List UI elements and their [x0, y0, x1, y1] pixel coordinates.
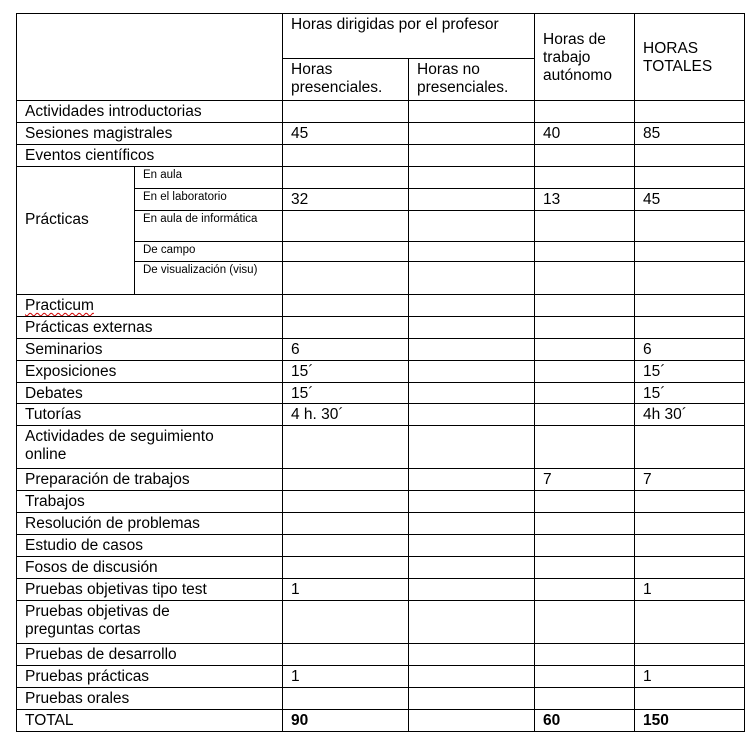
- row-label: Seminarios: [17, 339, 283, 361]
- cell-not-in-person: [409, 513, 535, 535]
- row-label: Actividades de seguimiento online: [17, 426, 283, 469]
- hours-table: [16, 13, 745, 732]
- cell-autonomous: 13: [535, 189, 635, 211]
- cell-total: [635, 688, 745, 710]
- cell-in-person: [283, 469, 409, 491]
- table-row: [17, 101, 745, 123]
- table-row: [17, 666, 745, 688]
- cell-autonomous: [535, 383, 635, 404]
- cell-autonomous: [535, 145, 635, 167]
- cell-not-in-person: [409, 579, 535, 601]
- table-row: [17, 317, 745, 339]
- cell-not-in-person: [409, 262, 535, 295]
- cell-total: 15´: [635, 361, 745, 383]
- row-label: Actividades introductorias: [17, 101, 283, 123]
- table-row: [17, 557, 745, 579]
- cell-total: [635, 535, 745, 557]
- cell-not-in-person: [409, 167, 535, 189]
- cell-autonomous: 7: [535, 469, 635, 491]
- row-label: Estudio de casos: [17, 535, 283, 557]
- row-label: Pruebas de desarrollo: [17, 644, 283, 666]
- cell-in-person: 6: [283, 339, 409, 361]
- cell-not-in-person: [409, 211, 535, 242]
- cell-total: 1: [635, 666, 745, 688]
- cell-autonomous: [535, 361, 635, 383]
- table-row: [17, 688, 745, 710]
- cell-autonomous: [535, 242, 635, 262]
- row-label: Preparación de trabajos: [17, 469, 283, 491]
- cell-total: 1: [635, 579, 745, 601]
- spellcheck-underlined-label: Practicum: [25, 297, 94, 314]
- total-label: TOTAL: [17, 710, 283, 732]
- subrow-label: En aula: [135, 167, 283, 189]
- table-row: [17, 579, 745, 601]
- cell-in-person: 32: [283, 189, 409, 211]
- cell-autonomous: [535, 101, 635, 123]
- cell-in-person: [283, 491, 409, 513]
- cell-not-in-person: [409, 295, 535, 317]
- cell-not-in-person: [409, 101, 535, 123]
- cell-not-in-person: [409, 145, 535, 167]
- cell-not-in-person: [409, 404, 535, 426]
- table-row: [17, 295, 745, 317]
- practicas-label: Prácticas: [17, 167, 135, 295]
- cell-total: 85: [635, 123, 745, 145]
- cell-not-in-person: [409, 469, 535, 491]
- row-label: Fosos de discusión: [17, 557, 283, 579]
- cell-not-in-person: [409, 123, 535, 145]
- cell-not-in-person: [409, 557, 535, 579]
- cell-autonomous: [535, 404, 635, 426]
- cell-in-person: 4 h. 30´: [283, 404, 409, 426]
- cell-autonomous: [535, 666, 635, 688]
- row-label: Debates: [17, 383, 283, 404]
- cell-not-in-person: [409, 688, 535, 710]
- table-row: [17, 535, 745, 557]
- cell-total: [635, 262, 745, 295]
- cell-in-person: [283, 688, 409, 710]
- subrow-label: De campo: [135, 242, 283, 262]
- cell-not-in-person: [409, 189, 535, 211]
- table-row: [17, 601, 745, 644]
- cell-not-in-person: [409, 317, 535, 339]
- table-row: [17, 167, 745, 189]
- cell-not-in-person: [409, 426, 535, 469]
- row-label: Resolución de problemas: [17, 513, 283, 535]
- table-row: [17, 513, 745, 535]
- cell-autonomous: [535, 211, 635, 242]
- table-row: [17, 644, 745, 666]
- cell-total: [635, 513, 745, 535]
- cell-in-person: 15´: [283, 383, 409, 404]
- table-row: [17, 426, 745, 469]
- header-not-in-person: Horas no presenciales.: [409, 59, 535, 101]
- cell-not-in-person: [409, 601, 535, 644]
- cell-in-person: [283, 242, 409, 262]
- cell-total: [635, 317, 745, 339]
- table-row: [17, 145, 745, 167]
- cell-in-person: [283, 644, 409, 666]
- cell-autonomous: [535, 557, 635, 579]
- cell-in-person: 1: [283, 579, 409, 601]
- header-total-hours: HORAS TOTALES: [635, 14, 745, 101]
- cell-in-person: [283, 211, 409, 242]
- cell-in-person: [283, 513, 409, 535]
- cell-autonomous: [535, 426, 635, 469]
- subrow-label: De visualización (visu): [135, 262, 283, 295]
- cell-total: [635, 242, 745, 262]
- cell-not-in-person: [409, 644, 535, 666]
- cell-autonomous: [535, 167, 635, 189]
- cell-in-person: [283, 295, 409, 317]
- total-hours: 150: [635, 710, 745, 732]
- total-autonomous: 60: [535, 710, 635, 732]
- cell-in-person: 1: [283, 666, 409, 688]
- cell-autonomous: 40: [535, 123, 635, 145]
- table-row: [17, 339, 745, 361]
- cell-autonomous: [535, 644, 635, 666]
- cell-autonomous: [535, 339, 635, 361]
- table-row: [17, 383, 745, 404]
- cell-not-in-person: [409, 339, 535, 361]
- cell-not-in-person: [409, 666, 535, 688]
- cell-autonomous: [535, 491, 635, 513]
- row-label: Pruebas objetivas de preguntas cortas: [17, 601, 283, 644]
- cell-in-person: [283, 535, 409, 557]
- cell-in-person: [283, 167, 409, 189]
- table-row: [17, 361, 745, 383]
- header-directed-hours: Horas dirigidas por el profesor: [283, 14, 535, 59]
- total-not-in-person: [409, 710, 535, 732]
- cell-total: [635, 426, 745, 469]
- row-label: Tutorías: [17, 404, 283, 426]
- cell-autonomous: [535, 601, 635, 644]
- cell-in-person: 45: [283, 123, 409, 145]
- cell-not-in-person: [409, 491, 535, 513]
- subrow-label: En el laboratorio: [135, 189, 283, 211]
- cell-total: [635, 211, 745, 242]
- row-label: Sesiones magistrales: [17, 123, 283, 145]
- row-label: [17, 295, 283, 317]
- cell-not-in-person: [409, 383, 535, 404]
- cell-total: [635, 601, 745, 644]
- cell-in-person: [283, 557, 409, 579]
- row-label: Pruebas objetivas tipo test: [17, 579, 283, 601]
- cell-autonomous: [535, 295, 635, 317]
- cell-total: [635, 557, 745, 579]
- cell-in-person: [283, 317, 409, 339]
- cell-total: [635, 295, 745, 317]
- cell-total: [635, 491, 745, 513]
- total-row: [17, 710, 745, 732]
- cell-autonomous: [535, 513, 635, 535]
- cell-total: 15´: [635, 383, 745, 404]
- row-label: Exposiciones: [17, 361, 283, 383]
- cell-in-person: [283, 601, 409, 644]
- cell-total: [635, 101, 745, 123]
- cell-total: 4h 30´: [635, 404, 745, 426]
- cell-total: 45: [635, 189, 745, 211]
- cell-in-person: [283, 101, 409, 123]
- cell-autonomous: [535, 535, 635, 557]
- header-autonomous-hours: Horas de trabajo autónomo: [535, 14, 635, 101]
- cell-not-in-person: [409, 361, 535, 383]
- cell-in-person: 15´: [283, 361, 409, 383]
- row-label: Prácticas externas: [17, 317, 283, 339]
- cell-autonomous: [535, 262, 635, 295]
- cell-total: 7: [635, 469, 745, 491]
- cell-total: [635, 145, 745, 167]
- table-row: [17, 469, 745, 491]
- table-row: [17, 491, 745, 513]
- header-in-person: Horas presenciales.: [283, 59, 409, 101]
- cell-autonomous: [535, 688, 635, 710]
- table-row: [17, 123, 745, 145]
- row-label: Pruebas prácticas: [17, 666, 283, 688]
- subrow-label: En aula de informática: [135, 211, 283, 242]
- table-row: [17, 404, 745, 426]
- row-label: Trabajos: [17, 491, 283, 513]
- row-label: Pruebas orales: [17, 688, 283, 710]
- header-blank-cell: [17, 14, 283, 101]
- cell-autonomous: [535, 317, 635, 339]
- cell-in-person: [283, 145, 409, 167]
- cell-total: [635, 644, 745, 666]
- cell-autonomous: [535, 579, 635, 601]
- total-in-person: 90: [283, 710, 409, 732]
- cell-total: [635, 167, 745, 189]
- cell-in-person: [283, 426, 409, 469]
- cell-in-person: [283, 262, 409, 295]
- cell-not-in-person: [409, 242, 535, 262]
- header-row: [17, 14, 745, 59]
- row-label: Eventos científicos: [17, 145, 283, 167]
- cell-not-in-person: [409, 535, 535, 557]
- cell-total: 6: [635, 339, 745, 361]
